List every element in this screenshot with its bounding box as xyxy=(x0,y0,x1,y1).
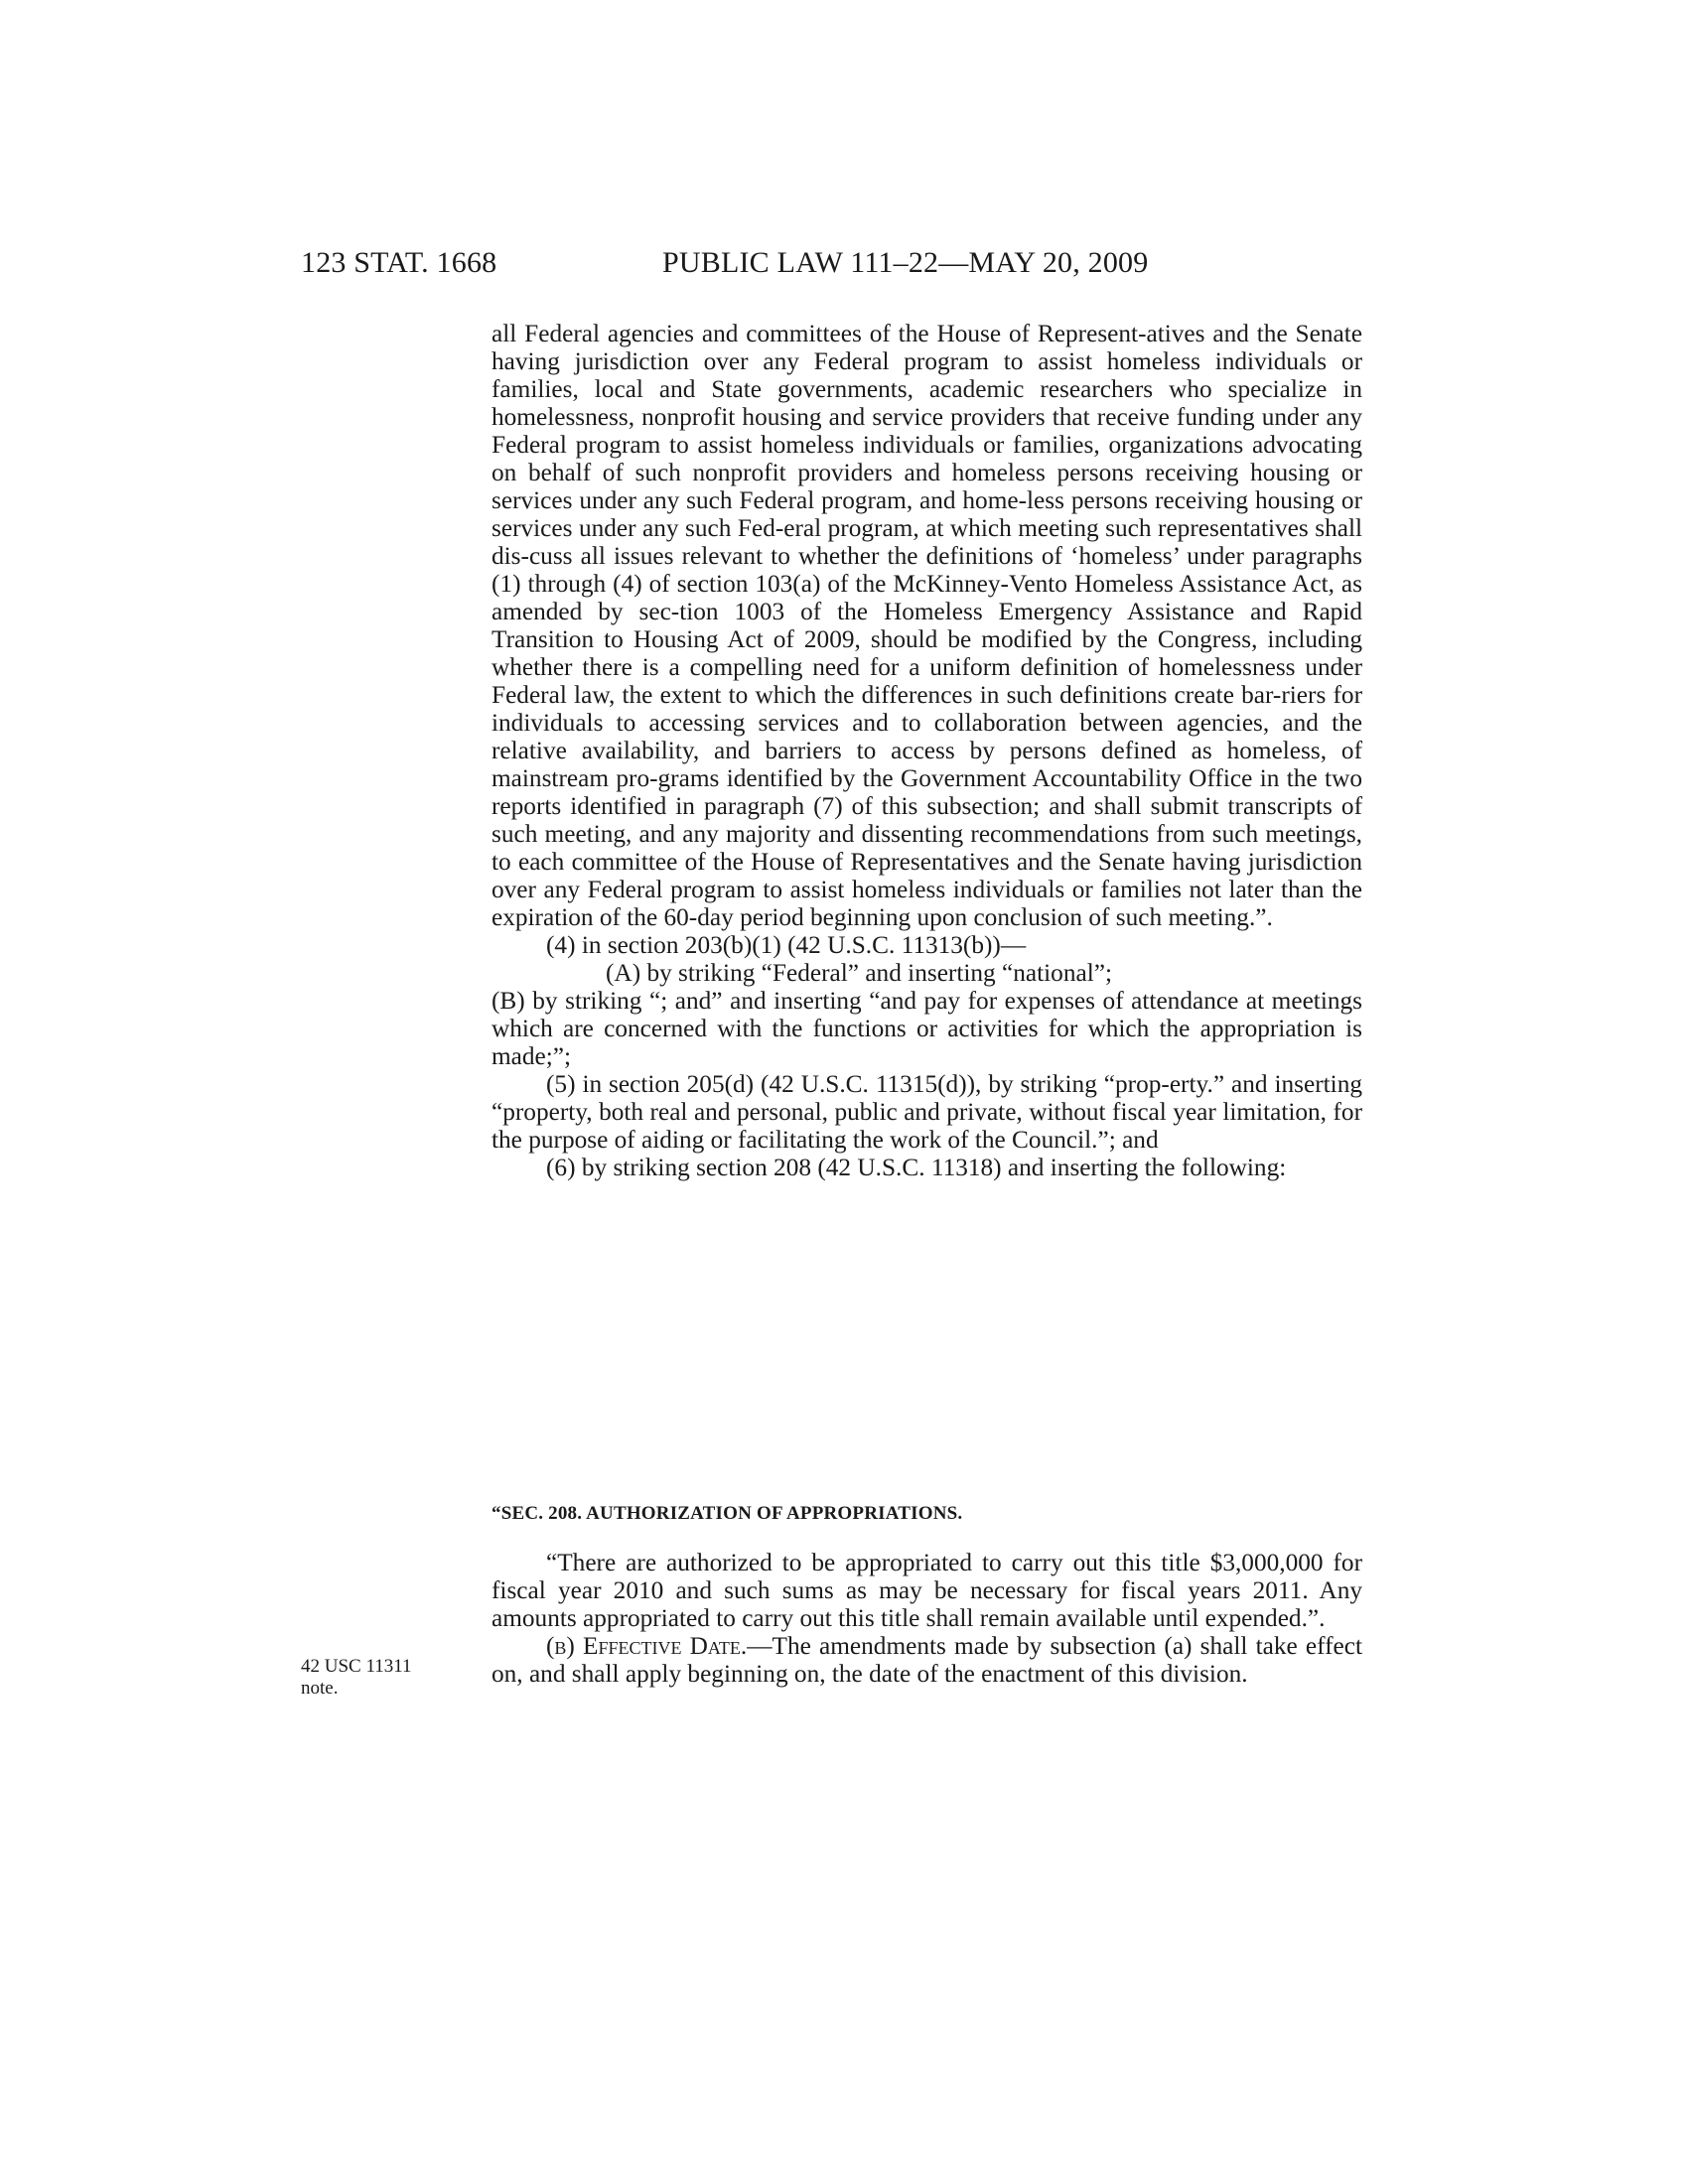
margin-note-citation: 42 USC 11311 xyxy=(301,1656,412,1677)
item-5: (5) in section 205(d) (42 U.S.C. 11315(d)), by striking “prop-erty.” and inserting “property, both real and personal, public and private, without fiscal year limitation, for the purpose of aiding or facilitating the work of the Council.”; and xyxy=(492,1070,1362,1154)
item-4-b xyxy=(377,987,1362,1070)
stat-page-reference: 123 STAT. 1668 xyxy=(301,246,497,279)
item-6: (6) by striking section 208 (42 U.S.C. 11318) and inserting the following: xyxy=(546,1154,1287,1181)
margin-note-suffix: note. xyxy=(301,1678,339,1699)
item-4: (4) in section 203(b)(1) (42 U.S.C. 11313(b))— xyxy=(546,931,1027,959)
main-text-block xyxy=(492,320,1362,1181)
effective-date-label: (b) Effective Date. xyxy=(546,1632,748,1660)
margin-note xyxy=(301,1656,412,1700)
item-4-b-text: (B) by striking “; and” and inserting “and pay for expenses of attendance at meetings which are concerned with the functions or activities for which the appropriation is made;”; xyxy=(492,987,1362,1070)
paragraph-continuation: all Federal agencies and committees of the House of Represent-atives and the Senate having jurisdiction over any Federal program to assist homeless individuals or families, local and State governments, academic researchers who specialize in homelessness, nonprofit housing and service providers that receive funding under any Federal program to assist homeless individuals or families, organizations advocating on behalf of such nonprofit providers and homeless persons receiving housing or services under any such Federal program, and home-less persons receiving housing or services under any such Fed-eral program, at which meeting such representatives shall dis-cuss all issues relevant to whether the definitions of ‘homeless’ under paragraphs (1) through (4) of section 103(a) of the McKinney-Vento Homeless Assistance Act, as amended by sec-tion 1003 of the Homeless Emergency Assistance and Rapid Transition to Housing Act of 2009, should be modified by the Congress, including whether there is a compelling need for a uniform definition of homelessness under Federal law, the extent to which the differences in such definitions create bar-riers for individuals to accessing services and to collaboration between agencies, and the relative availability, and barriers to access by persons defined as homeless, of mainstream pro-grams identified by the Government Accountability Office in the two reports identified in paragraph (7) of this subsection; and shall submit transcripts of such meeting, and any majority and dissenting recommendations from such meetings, to each committee of the House of Representatives and the Senate having jurisdiction over any Federal program to assist homeless individuals or families not later than the expiration of the 60-day period beginning upon conclusion of such meeting.”. xyxy=(492,320,1362,931)
section-208-text: “There are authorized to be appropriated to carry out this title $3,000,000 for fiscal year 2010 and such sums as may be necessary for fiscal years 2011. Any amounts appropriated to carry out this title shall remain available until expended.”. xyxy=(492,1549,1362,1632)
section-heading: “SEC. 208. AUTHORIZATION OF APPROPRIATIONS. xyxy=(492,1503,963,1524)
section-text-block xyxy=(492,1549,1362,1688)
effective-date-text: —The amendments made by subsection (a) shall take effect on, and shall apply beginning on, the date of the enactment of this division. xyxy=(492,1632,1362,1688)
running-head-law-title: PUBLIC LAW 111–22—MAY 20, 2009 xyxy=(662,246,1149,279)
item-4-a: (A) by striking “Federal” and inserting “national”; xyxy=(606,959,1112,987)
effective-date-paragraph xyxy=(492,1632,1362,1688)
